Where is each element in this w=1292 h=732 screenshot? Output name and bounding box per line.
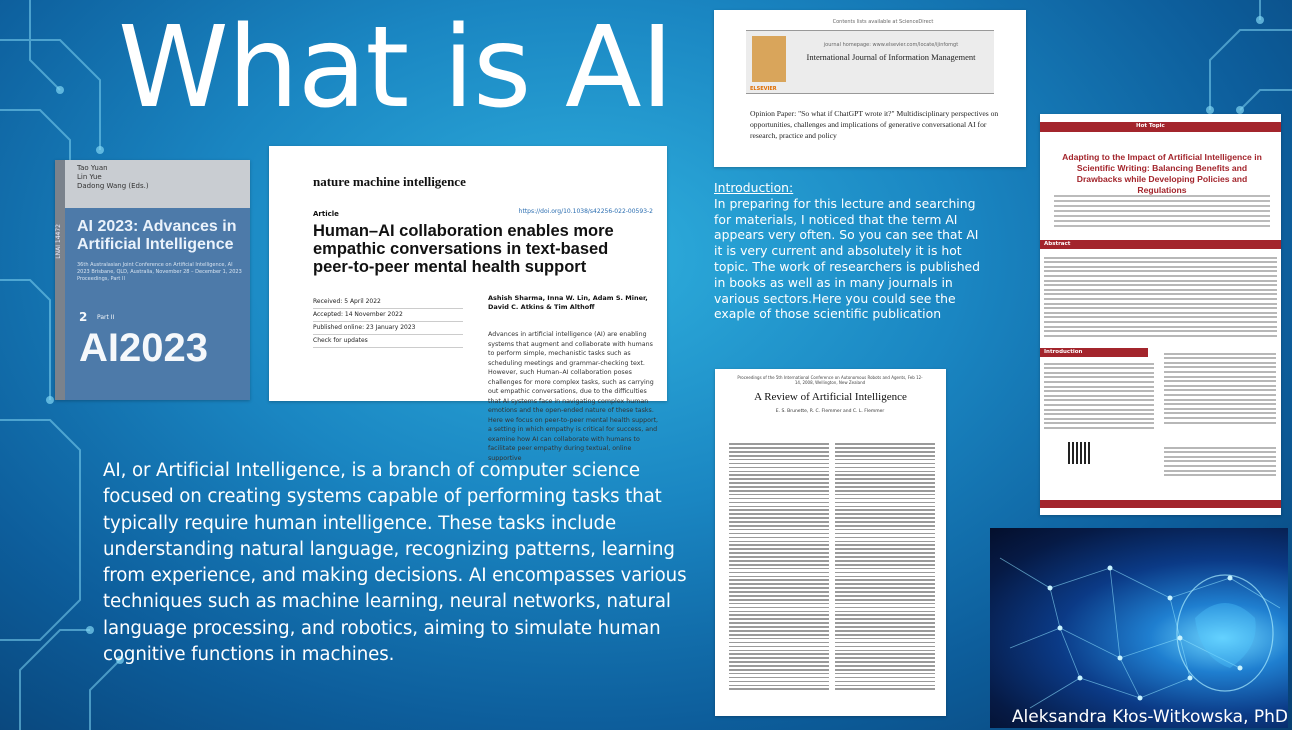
book-series: LNAI 14472 xyxy=(55,224,62,259)
book-editors xyxy=(65,160,250,208)
introduction-block xyxy=(714,180,990,322)
text-column-right xyxy=(835,441,935,692)
paper-authors: Ashish Sharma, Inna W. Lin, Adam S. Miner, David C. Atkins & Tim Althoff xyxy=(488,294,648,311)
paper-doi: https://doi.org/10.1038/s42256-022-00593-2 xyxy=(518,208,653,215)
intro-lines-right xyxy=(1164,350,1276,426)
book-cover-text: AI2023 xyxy=(79,326,208,370)
paper-journal-name: nature machine intelligence xyxy=(313,174,466,189)
proceedings-line: Proceedings of the 5th International Conference on Autonomous Robots and Agents, Feb 12-14, 2008, Wellington, New Zealand xyxy=(737,375,923,385)
introduction-heading: Introduction: xyxy=(714,180,794,195)
book-editor: Dadong Wang (Eds.) xyxy=(77,182,149,190)
abstract-heading: Abstract xyxy=(1040,240,1281,249)
paper-title: Human–AI collaboration enables more empathic conversations in text-based peer-to-peer mental health support xyxy=(313,222,614,276)
brain-network-graphic xyxy=(990,528,1288,728)
nature-paper-image xyxy=(269,146,667,462)
book-editor: Lin Yue xyxy=(77,173,102,181)
ai-brain-image xyxy=(990,528,1288,728)
ijim-paper-image xyxy=(714,10,1026,167)
journal-homepage: journal homepage: www.elsevier.com/locate/ijinfomgt xyxy=(823,42,959,48)
paper-title: Opinion Paper: "So what if ChatGPT wrote it?" Multidisciplinary perspectives on opportunities, challenges and implications of generative conversational AI for research, practice and policy xyxy=(750,109,999,140)
elsevier-logo xyxy=(752,36,786,82)
paper-title: Adapting to the Impact of Artificial Intelligence in Scientific Writing: Balancing Benefits and Drawbacks while Developing Policies and Regulations xyxy=(1062,152,1262,195)
book-part-label: Part II xyxy=(97,314,115,321)
book-spine xyxy=(55,160,65,400)
introduction-heading: Introduction xyxy=(1040,348,1148,357)
publisher-name: ELSEVIER xyxy=(750,86,777,92)
book-part-number: 2 xyxy=(79,310,88,324)
introduction-text: In preparing for this lecture and searching for materials, I noticed that the term AI appears very often. So you can see that AI it is very current and absolutely it is hot topic. The work of researchers is published in books as well as in many journals in various sectors.Here you could see the exaple of those scientific publication xyxy=(714,195,981,322)
paper-article-label: Article xyxy=(313,210,339,218)
review-paper-image xyxy=(715,369,946,716)
paper-authors xyxy=(1054,192,1270,230)
text-column-left xyxy=(729,441,829,692)
author-name: Aleksandra Kłos-Witkowska, PhD xyxy=(1011,707,1288,727)
paper-authors: E. S. Brunette, R. C. Flemmer and C. L. Flemmer xyxy=(775,409,885,414)
paper-published: Published online: 23 January 2023 xyxy=(313,322,463,335)
paper-abstract: Advances in artificial intelligence (AI) are enabling systems that augment and collaborate with humans to perform simple, mechanistic tasks such as scheduling meetings and grammar-checking text. However, such Human–AI collaboration poses challenges for more complex tasks, such as carrying out empathic conversations, due to the difficulties that AI systems face in navigating complex human emotions and the open-ended nature of these tasks. Here we focus on peer-to-peer mental health support, a setting in which empathy is critical for success, and examine how AI can collaborate with humans to facilitate peer empathy during textual, online supportive xyxy=(488,331,659,462)
journal-name: International Journal of Information Management xyxy=(806,52,976,62)
slide-title: What is AI xyxy=(118,3,673,133)
hot-topic-label: Hot Topic xyxy=(1136,123,1165,129)
contents-line: Contents lists available at ScienceDirect xyxy=(832,19,934,25)
check-updates: Check for updates xyxy=(313,335,463,348)
paper-dates xyxy=(313,296,463,348)
footer-bar xyxy=(1040,500,1281,508)
book-subtitle: 36th Australasian Joint Conference on Artificial Intelligence, AI 2023 Brisbane, QLD, Australia, November 28 – December 1, 2023 Proceedings, Part II xyxy=(77,262,242,282)
paper-accepted: Accepted: 14 November 2022 xyxy=(313,309,463,322)
intro-lines xyxy=(1044,360,1154,432)
abstract-lines xyxy=(1044,254,1277,339)
ai-definition-text: AI, or Artificial Intelligence, is a branch of computer science focused on creating systems capable of performing tasks that typically require human intelligence. These tasks include understanding natural language, recognizing patterns, learning from experience, and making decisions. AI encompasses various techniques such as machine learning, neural networks, natural language processing, and robotics, aiming to simulate human cognitive functions in machines. xyxy=(103,460,687,666)
hot-topic-paper-image xyxy=(1040,114,1281,515)
citation-lines xyxy=(1164,444,1276,479)
paper-received: Received: 5 April 2022 xyxy=(313,296,463,309)
book-title: AI 2023: Advances in Artificial Intelligence xyxy=(77,218,237,253)
paper-title: A Review of Artificial Intelligence xyxy=(754,391,907,403)
qr-code-icon xyxy=(1068,442,1090,464)
book-editor: Tao Yuan xyxy=(77,164,108,172)
book-cover-image xyxy=(55,160,250,400)
